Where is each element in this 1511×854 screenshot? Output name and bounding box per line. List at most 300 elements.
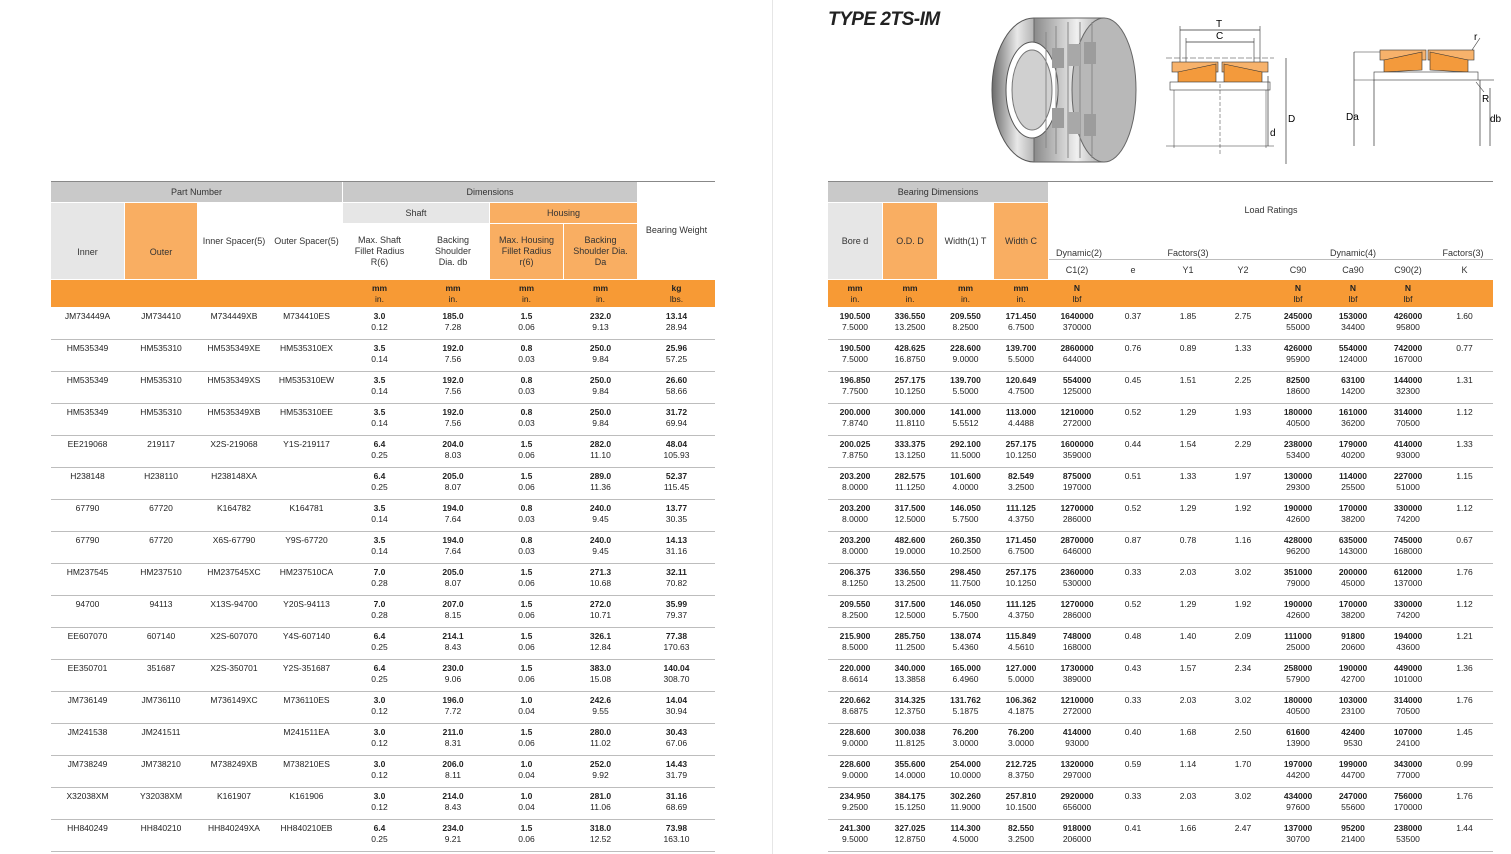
table-cell: 9.0000 [842,770,868,780]
table-cell: 31.79 [665,770,688,780]
table-cell: 252.0 [589,759,612,769]
table-cell: 70500 [1396,706,1420,716]
table-cell: 13.3858 [894,674,926,684]
table-cell: 10.71 [589,610,612,620]
table-cell: 12.5000 [894,514,926,524]
table-row [51,339,715,372]
table-row [51,467,715,500]
table-cell: 111.125 [1006,599,1036,609]
table-cell: 748000 [1062,631,1092,641]
table-cell: 0.06 [518,482,535,492]
table-cell: M738210ES [283,759,330,769]
table-cell: 171.450 [1005,311,1037,321]
table-cell: 7.72 [444,706,462,716]
table-cell: 0.8 [520,375,533,385]
table-cell: 197000 [1283,759,1313,769]
table-cell: 170000 [1338,503,1368,513]
table-cell: 9.13 [592,322,609,332]
table-cell: 11.8125 [894,738,926,748]
table-cell: 31.16 [665,546,688,556]
header-dimensions: Dimensions [343,182,637,202]
table-cell: 3.5 [373,503,386,513]
table-cell: 428.625 [894,343,926,353]
table-cell: 0.59 [1124,759,1142,769]
table-cell: 30.35 [665,514,688,524]
table-cell: 317.500 [894,599,926,609]
table-cell: 241.300 [839,823,871,833]
table-cell: 200000 [1338,567,1368,577]
table-cell: 32.11 [666,567,687,577]
table-cell: HM535310EX [280,343,333,353]
table-cell: 384.175 [894,791,926,801]
header-housing: Housing [490,203,637,223]
table-cell: 190.500 [839,311,871,321]
table-cell: 3.5 [373,407,386,417]
unit-label: in. [375,294,384,304]
table-cell: 414000 [1062,727,1092,737]
unit-label: mm [592,283,609,293]
table-cell: 314000 [1393,695,1423,705]
table-cell: 247000 [1338,791,1368,801]
table-cell: 0.48 [1124,631,1142,641]
table-cell: HM535310EW [278,375,335,385]
table-cell: 14.04 [665,695,688,705]
table-cell: 107000 [1393,727,1423,737]
table-cell: HM535349XS [207,375,261,385]
unit-label: in. [905,294,915,304]
table-cell: 6.7500 [1008,322,1034,332]
table-cell: 0.14 [371,354,388,364]
table-cell: 257.810 [1005,791,1037,801]
table-cell: 144000 [1393,375,1423,385]
table-cell: 4.5610 [1008,642,1034,652]
table-cell: 1.29 [1179,599,1197,609]
unit-label: mm [445,283,461,293]
table-cell: 131.762 [950,695,981,705]
table-cell: 106.362 [1005,695,1037,705]
table-cell: 333.375 [894,439,926,449]
table-cell: 211.0 [442,727,464,737]
table-cell: M241511EA [283,727,330,737]
table-cell: 0.67 [1456,535,1473,545]
table-cell: 554000 [1062,375,1092,385]
table-cell: 0.06 [518,610,535,620]
table-cell: 3.0 [373,311,386,321]
table-cell: 23100 [1341,706,1365,716]
table-row [828,307,1493,340]
table-cell: 5.5512 [952,418,979,428]
table-cell: 53500 [1396,834,1420,844]
table-cell: 114000 [1339,471,1367,481]
table-cell: Y2S-351687 [282,663,331,673]
table-cell: K164782 [216,503,252,513]
table-cell: 0.25 [371,834,388,844]
table-cell: K164781 [289,503,324,513]
table-cell: 180000 [1283,407,1313,417]
table-cell: 0.03 [518,354,535,364]
table-cell: 340.000 [894,663,926,673]
table-cell: 34400 [1341,322,1365,332]
table-cell: 257.175 [1005,439,1037,449]
table-cell: 5.7500 [952,610,979,620]
table-cell: 8.6614 [842,674,868,684]
table-cell: 1.51 [1179,375,1197,385]
table-cell: Y20S-94113 [283,599,330,609]
table-cell: 67720 [149,535,173,545]
table-cell: 127.000 [1005,663,1037,673]
table-cell: 250.0 [589,375,612,385]
table-cell: 8.1250 [842,578,868,588]
table-cell: 756000 [1393,791,1423,801]
table-cell: 1.15 [1456,471,1473,481]
header-dynamic-4: Dynamic(4) [1329,247,1376,258]
table-cell: 43600 [1396,642,1420,652]
table-cell: 115.45 [663,482,690,492]
table-cell: 10.1250 [1005,450,1037,460]
table-cell: 8.6875 [842,706,868,716]
diagram-label-T: T [1216,19,1223,30]
table-cell: M734449XB [210,311,258,321]
unit-label: in. [850,294,860,304]
table-cell: 0.06 [518,450,535,460]
table-cell: 286000 [1062,514,1092,524]
header-bearing-dimensions: Bearing Dimensions [828,182,1048,202]
table-cell: 94113 [149,599,173,609]
table-cell: 245000 [1283,311,1313,321]
table-cell: 1.5 [520,727,533,737]
table-cell: 8.07 [444,482,462,492]
header-width-t: Width(1) T [944,235,987,246]
table-cell: 6.4 [373,663,386,673]
table-cell: 0.12 [371,706,388,716]
table-cell: 10.2500 [950,546,981,556]
unit-label: lbf [1348,294,1358,304]
table-cell: 1.31 [1456,375,1473,385]
table-cell: 215.900 [839,631,871,641]
table-cell: 1.0 [520,695,533,705]
table-cell: 16.8750 [894,354,926,364]
table-cell: 0.52 [1124,407,1142,417]
table-cell: 2.29 [1234,439,1252,449]
table-cell: 190000 [1283,503,1313,513]
table-row [828,403,1493,436]
table-cell: 32300 [1396,386,1420,396]
table-cell: 11.1250 [894,482,926,492]
table-cell: 13.2500 [894,322,926,332]
table-cell: 1.33 [1234,343,1252,353]
table-cell: 8.07 [444,578,462,588]
table-cell: 7.0 [373,567,386,577]
table-cell: 1270000 [1060,599,1094,609]
table-cell: 1.5 [520,439,533,449]
table-cell: 196.850 [839,375,871,385]
header-k: K [1461,264,1468,275]
table-cell: 0.77 [1456,343,1473,353]
table-cell: 298.450 [950,567,981,577]
table-cell: 0.25 [371,674,388,684]
table-cell: 40500 [1286,418,1310,428]
table-cell: 190000 [1338,663,1368,673]
table-cell: 426000 [1283,343,1313,353]
unit-label: in. [596,294,605,304]
table-row [828,467,1493,500]
table-cell: 21400 [1341,834,1365,844]
table-cell: 190.500 [839,343,871,353]
table-row [828,339,1493,372]
table-cell: 93000 [1065,738,1089,748]
table-cell: 97600 [1286,802,1310,812]
table-cell: HM535349 [66,375,109,385]
table-cell: 1.14 [1179,759,1197,769]
table-cell: 0.33 [1124,567,1142,577]
unit-label: mm [1013,283,1029,293]
table-cell: 2.03 [1179,695,1197,705]
table-cell: 0.03 [518,546,535,556]
table-cell: X6S-67790 [212,535,256,545]
diagram-label-C: C [1216,31,1224,42]
table-cell: 238000 [1283,439,1313,449]
table-cell: 0.40 [1124,727,1142,737]
table-cell: HM535349 [66,343,109,353]
table-cell: 8.2500 [952,322,979,332]
table-cell: 11.9000 [950,802,981,812]
table-cell: 48.04 [665,439,688,449]
table-cell: 120.649 [1005,375,1037,385]
table-cell: 2.03 [1179,791,1197,801]
header-bearing-weight: Bearing Weight [645,225,708,235]
table-cell: 1.5 [520,599,533,609]
table-cell: 1.66 [1179,823,1197,833]
table-cell: 76.200 [1008,727,1034,737]
table-cell: 3.02 [1234,695,1252,705]
table-cell: 51000 [1396,482,1420,492]
table-cell: 105.93 [663,450,690,460]
table-cell: JM734410 [141,311,181,321]
table-row [51,723,715,756]
table-cell: 77.38 [665,631,688,641]
table-cell: 68.69 [665,802,688,812]
part-number-table [51,181,715,851]
table-cell: 55000 [1286,322,1310,332]
table-cell: 228.600 [839,727,871,737]
table-cell: 7.56 [444,386,462,396]
table-cell: 1.85 [1179,311,1197,321]
table-cell: 6.4960 [952,674,979,684]
table-cell: 0.06 [518,738,535,748]
table-cell: 308.70 [663,674,690,684]
table-cell: HM535310 [140,407,182,417]
table-cell: 8.3750 [1008,770,1034,780]
table-cell: 0.37 [1124,311,1142,321]
table-cell: 101000 [1393,674,1423,684]
table-cell: 113.000 [1005,407,1037,417]
table-cell: 168000 [1062,642,1092,652]
table-cell: 0.14 [371,514,388,524]
table-cell: 7.8750 [842,450,868,460]
table-cell: 745000 [1393,535,1423,545]
header-c1: C1(2) [1065,264,1089,275]
table-cell: 0.04 [518,706,535,716]
table-cell: 206.375 [839,567,871,577]
table-cell: 20600 [1341,642,1365,652]
table-cell: 11.02 [590,738,611,748]
table-cell: 199000 [1338,759,1368,769]
table-cell: 258000 [1283,663,1313,673]
table-cell: 4.3750 [1008,610,1034,620]
table-cell: 9.92 [592,770,609,780]
table-cell: HM535349 [66,407,109,417]
table-cell: 0.45 [1124,375,1142,385]
table-cell: 67790 [75,503,100,513]
table-cell: 0.25 [371,482,388,492]
table-cell: 227000 [1393,471,1423,481]
unit-label: mm [847,283,863,293]
header-backing-shoulder-db: Backing Shoulder Dia. db [434,235,472,267]
table-cell: 3.02 [1234,567,1252,577]
table-row [828,499,1493,532]
table-cell: 219117 [147,439,175,449]
table-cell: JM736149 [67,695,108,705]
table-cell: 1.57 [1179,663,1197,673]
unit-label: mm [902,283,918,293]
table-cell: H238148XA [211,471,257,481]
table-cell: 1.40 [1179,631,1197,641]
table-cell: 24100 [1396,738,1420,748]
table-cell: 0.33 [1124,791,1142,801]
table-cell: 1.68 [1179,727,1197,737]
unit-label: N [1073,283,1081,293]
table-cell: 96200 [1286,546,1310,556]
header-c90-2: C90(2) [1394,264,1422,275]
table-cell: 918000 [1062,823,1092,833]
table-cell: 314000 [1393,407,1423,417]
unit-label: N [1404,283,1412,293]
table-row [51,659,715,692]
table-cell: 4.7500 [1008,386,1034,396]
table-cell: 9.0000 [842,738,868,748]
table-cell: 240.0 [589,535,612,545]
table-row [828,627,1493,660]
table-cell: 11.06 [590,802,611,812]
table-cell: 207.0 [442,599,464,609]
table-cell: 0.14 [371,546,388,556]
table-cell: 1.36 [1456,663,1473,673]
table-cell: 292.100 [950,439,981,449]
table-cell: 272.0 [589,599,612,609]
table-cell: 5.7500 [952,514,979,524]
table-cell: 0.06 [518,834,535,844]
table-cell: 12.52 [589,834,612,844]
table-cell: 95200 [1341,823,1365,833]
table-cell: HM237545XC [207,567,261,577]
table-cell: 1.5 [520,631,533,641]
table-cell: HM535349XB [207,407,261,417]
table-cell: 214.0 [442,791,464,801]
header-od: O.D. D [883,203,937,279]
table-cell: 7.5000 [842,354,868,364]
table-cell: 1.16 [1234,535,1252,545]
table-cell: 646000 [1062,546,1092,556]
table-cell: 0.33 [1124,695,1142,705]
table-cell: 1640000 [1060,311,1094,321]
table-cell: 45000 [1341,578,1365,588]
table-cell: 70500 [1396,418,1420,428]
table-cell: 318.0 [589,823,612,833]
unit-label: lbf [1403,294,1413,304]
table-cell: 76.200 [952,727,979,737]
table-cell: 4.1875 [1008,706,1034,716]
table-cell: 0.8 [520,407,533,417]
table-cell: 146.050 [950,599,981,609]
table-cell: 635000 [1338,535,1368,545]
table-cell: 63100 [1341,375,1365,385]
table-cell: 55600 [1341,802,1365,812]
table-cell: 196.0 [442,695,464,705]
table-cell: 1.60 [1456,311,1473,321]
table-cell: JM738210 [141,759,181,769]
table-cell: 644000 [1062,354,1092,364]
table-cell: 280.0 [589,727,612,737]
table-cell: 242.6 [589,695,612,705]
table-cell: 414000 [1393,439,1423,449]
table-cell: 1.93 [1234,407,1252,417]
table-cell: 2870000 [1060,535,1094,545]
table-cell: 1.33 [1179,471,1197,481]
table-cell: 74200 [1396,610,1420,620]
table-cell: JM734449A [64,311,111,321]
table-cell: 13.14 [665,311,688,321]
table-cell: 190000 [1283,599,1313,609]
table-row [51,403,715,436]
table-cell: 94700 [75,599,100,609]
table-cell: EE350701 [67,663,108,673]
table-cell: 10.1500 [1005,802,1037,812]
unit-label: mm [518,283,535,293]
header-width-c: Width C [994,203,1048,279]
table-cell: 44700 [1341,770,1365,780]
unit-label: in. [1016,294,1026,304]
table-row [51,307,715,340]
header-max-shaft-fillet: Max. Shaft Fillet Radius R(6) [354,235,405,267]
unit-label: lbf [1072,294,1082,304]
table-cell: 2920000 [1060,791,1094,801]
table-cell: 0.12 [371,770,388,780]
header-dynamic-2: Dynamic(2) [1055,247,1102,258]
table-cell: 8.43 [444,802,462,812]
table-cell: 7.7500 [842,386,868,396]
table-cell: 1730000 [1060,663,1094,673]
table-cell: 194000 [1393,631,1423,641]
table-cell: 220.662 [839,695,871,705]
table-cell: 1.44 [1456,823,1473,833]
table-row [828,723,1493,756]
table-cell: 355.600 [894,759,926,769]
table-cell: 167000 [1393,354,1423,364]
table-cell: 0.06 [518,674,535,684]
table-cell: 8.5000 [842,642,868,652]
table-cell: 0.25 [371,642,388,652]
table-cell: 1.12 [1456,503,1473,513]
table-cell: 8.0000 [842,482,868,492]
table-cell: 1.12 [1456,599,1473,609]
table-cell: 13.1250 [894,450,926,460]
table-cell: 82.550 [1008,823,1034,833]
table-cell: 5.5000 [952,386,979,396]
header-backing-shoulder-da: Backing Shoulder Dia. Da [564,224,637,279]
table-cell: 0.44 [1124,439,1142,449]
table-cell: X32038XM [66,791,109,801]
table-cell: 0.87 [1124,535,1142,545]
